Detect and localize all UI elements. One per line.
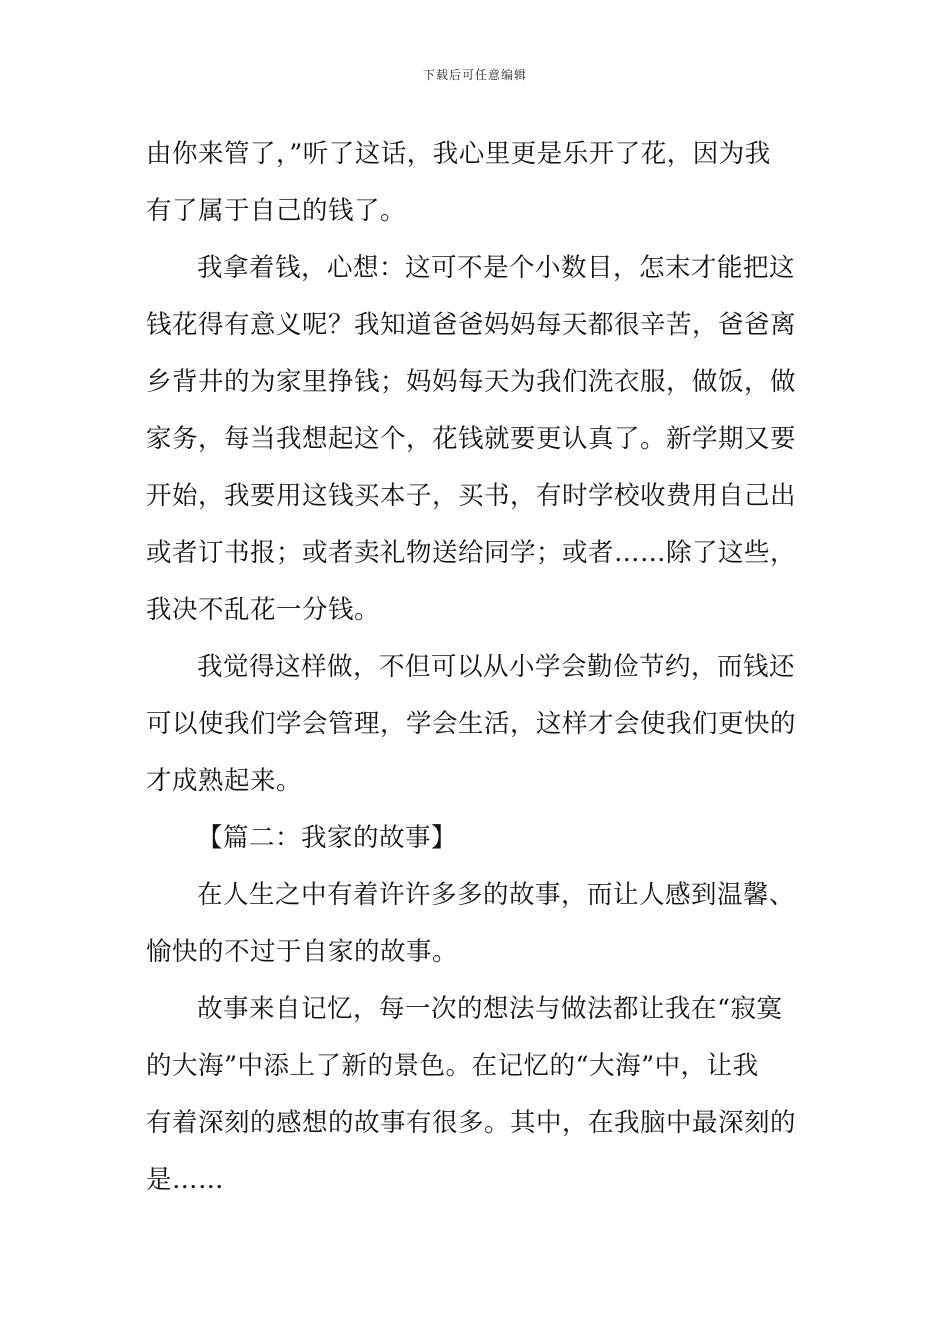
section-heading: 【篇二：我家的故事】 (197, 823, 458, 853)
text-line: 才成熟起来。 (146, 766, 303, 796)
document-body (146, 126, 806, 1209)
text-line: 我觉得这样做，不但可以从小学会勤俭节约，而钱还 (197, 652, 796, 682)
text-line: 故事来自记忆，每一次的想法与做法都让我在“寂寞 (197, 994, 783, 1024)
text-line: 我拿着钱，心想：这可不是个小数目，怎末才能把这 (197, 253, 796, 283)
text-line: 是…… (146, 1165, 225, 1195)
page-header: 下载后可任意编辑 (422, 68, 527, 82)
text-line: 由你来管了，”听了这话，我心里更是乐开了花，因为我 (146, 139, 771, 169)
text-line: 乡背井的为家里挣钱；妈妈每天为我们洗衣服，做饭，做 (146, 367, 797, 397)
text-line: 我决不乱花一分钱。 (146, 595, 381, 625)
text-line: 可以使我们学会管理，学会生活，这样才会使我们更快的 (146, 709, 797, 739)
text-line: 或者订书报；或者卖礼物送给同学；或者……除了这些， (146, 538, 797, 568)
text-line: 有着深刻的感想的故事有很多。其中，在我脑中最深刻的 (146, 1108, 797, 1138)
text-line: 愉快的不过于自家的故事。 (146, 937, 459, 967)
text-line: 钱花得有意义呢？我知道爸爸妈妈每天都很辛苦，爸爸离 (146, 310, 797, 340)
text-line: 有了属于自己的钱了。 (146, 196, 407, 226)
text-line: 家务，每当我想起这个，花钱就要更认真了。新学期又要 (146, 424, 797, 454)
text-line: 开始，我要用这钱买本子，买书，有时学校收费用自己出 (146, 481, 797, 511)
text-line: 在人生之中有着许许多多的故事，而让人感到温馨、 (197, 880, 796, 910)
text-line: 的大海”中添上了新的景色。在记忆的“大海”中，让我 (146, 1051, 759, 1081)
